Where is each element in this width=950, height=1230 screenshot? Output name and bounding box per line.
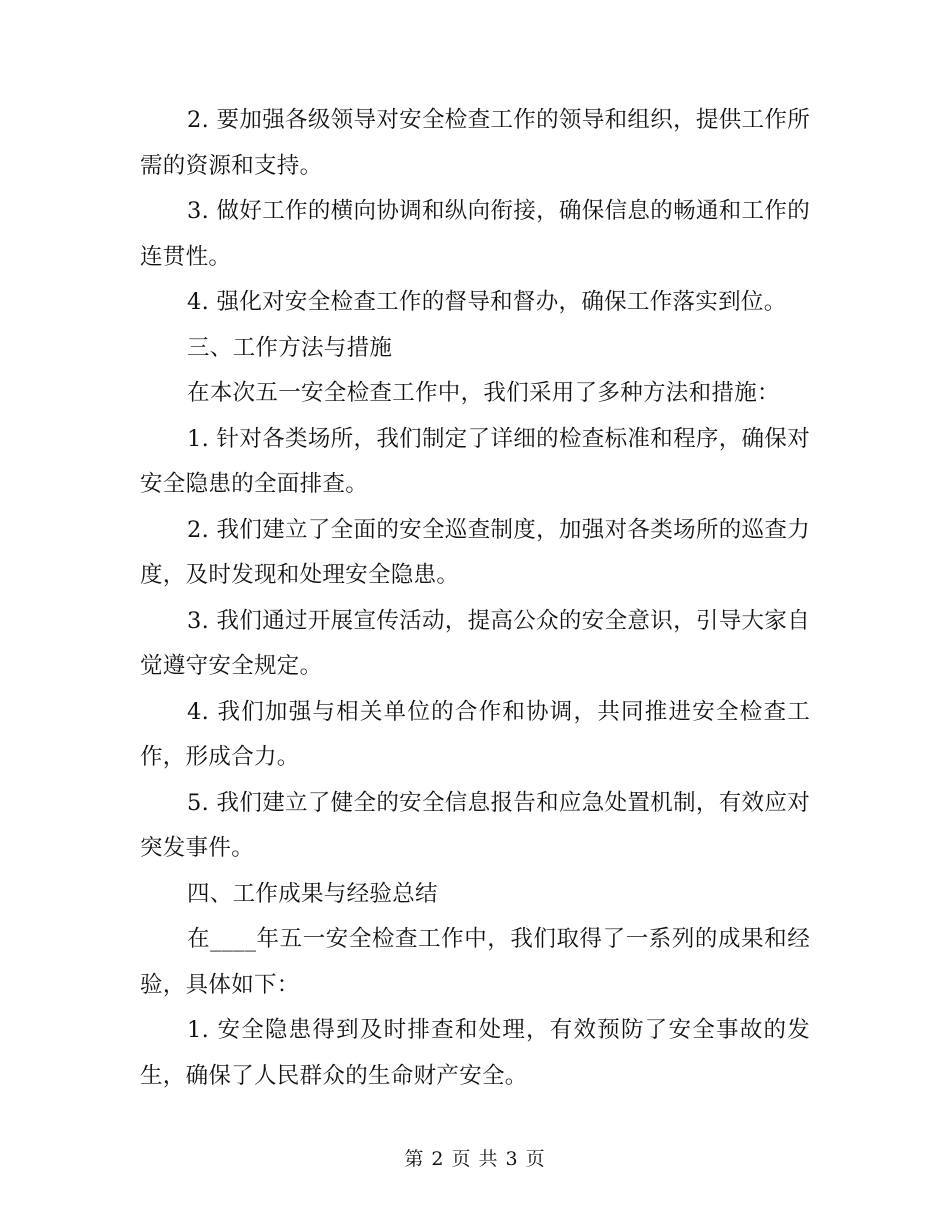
paragraph-methods-intro: 在本次五一安全检查工作中，我们采用了多种方法和措施： <box>187 380 780 406</box>
document-body <box>140 98 810 1099</box>
paragraph-method-1: 1. 针对各类场所，我们制定了详细的检查标准和程序，确保对安全隐患的全面排查。 <box>140 425 810 497</box>
paragraph-method-2: 2. 我们建立了全面的安全巡查制度，加强对各类场所的巡查力度，及时发现和处理安全隐患。 <box>140 516 810 588</box>
paragraph-result-1: 1. 安全隐患得到及时排查和处理，有效预防了安全事故的发生，确保了人民群众的生命财产安全。 <box>140 1017 810 1089</box>
paragraph-item-2: 2. 要加强各级领导对安全检查工作的领导和组织，提供工作所需的资源和支持。 <box>140 107 810 179</box>
paragraph-method-4: 4. 我们加强与相关单位的合作和协调，共同推进安全检查工作，形成合力。 <box>140 698 810 770</box>
paragraph-item-3: 3. 做好工作的横向协调和纵向衔接，确保信息的畅通和工作的连贯性。 <box>140 198 810 270</box>
paragraph-results-intro: 在____年五一安全检查工作中，我们取得了一系列的成果和经验，具体如下： <box>140 926 810 998</box>
page-number-footer: 第 2 页 共 3 页 <box>404 1148 546 1170</box>
paragraph-method-3: 3. 我们通过开展宣传活动，提高公众的安全意识，引导大家自觉遵守安全规定。 <box>140 607 810 679</box>
section-heading-results: 四、工作成果与经验总结 <box>187 880 438 907</box>
paragraph-item-4: 4. 强化对安全检查工作的督导和督办，确保工作落实到位。 <box>187 289 787 315</box>
paragraph-method-5: 5. 我们建立了健全的安全信息报告和应急处置机制，有效应对突发事件。 <box>140 789 810 861</box>
section-heading-methods: 三、工作方法与措施 <box>187 334 393 361</box>
